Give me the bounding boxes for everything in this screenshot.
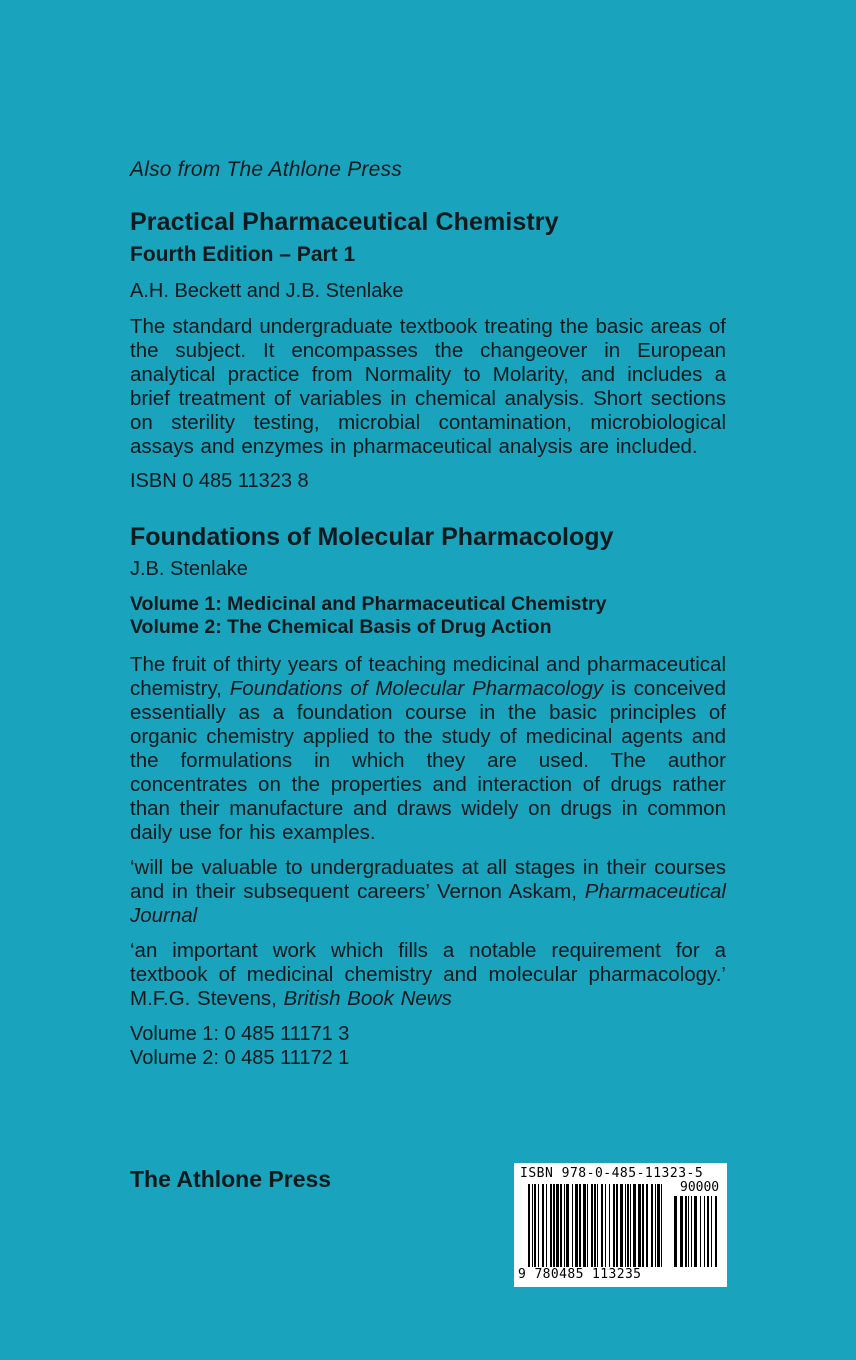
barcode-bar: [661, 1184, 662, 1267]
desc-italic-title: Foundations of Molecular Pharmacology: [229, 677, 604, 700]
barcode-bar: [605, 1184, 606, 1267]
book1-section: [130, 208, 726, 493]
book1-title: Practical Pharmaceutical Chemistry: [130, 208, 559, 236]
barcode-bar: [556, 1184, 559, 1267]
barcode-bar: [685, 1196, 687, 1267]
cover-text: [130, 158, 726, 1070]
barcode-bar: [627, 1184, 629, 1267]
book1-description: The standard undergraduate textbook treating the basic areas of the subject. It encompasses the changeover in European analytical practice from Normality to Molarity, and includes a brief treatment of variables in chemical analysis. Short sections on sterility testing, microbial contamination, microbiological assays and enzymes in pharmaceutical analysis are included.: [130, 315, 726, 458]
book2-volume2: Volume 2: The Chemical Basis of Drug Action: [130, 616, 552, 638]
barcode-digits: 9 780485 113235: [518, 1267, 642, 1282]
barcode-bar: [546, 1184, 547, 1267]
barcode-bar: [564, 1184, 565, 1267]
barcode-bar: [538, 1184, 539, 1267]
publisher-name: The Athlone Press: [130, 1166, 332, 1192]
barcode-bar: [657, 1184, 660, 1267]
vol2-isbn: Volume 2: 0 485 11172 1: [130, 1047, 350, 1069]
review2-source: British Book News: [283, 987, 452, 1010]
book1-isbn: ISBN 0 485 11323 8: [130, 470, 309, 492]
barcode-bar: [616, 1184, 618, 1267]
barcode-bar: [553, 1184, 555, 1267]
barcode-bar: [711, 1196, 712, 1267]
barcode-bar: [542, 1184, 544, 1267]
book2-section: [130, 523, 726, 1070]
barcode-bar: [560, 1184, 562, 1267]
barcode-bar: [688, 1196, 689, 1267]
barcode-bar: [528, 1184, 530, 1267]
barcode-bar: [646, 1184, 648, 1267]
review2-text: ‘an important work which fills a notable requirement for a textbook of medicinal chemistry and molecular pharmacology.’ M.F.G. Stevens,: [130, 939, 726, 1010]
barcode-isbn-label: ISBN 978-0-485-11323-5: [520, 1166, 704, 1181]
review1-source: Pharmaceutical Journal: [130, 880, 726, 927]
review-1: [130, 856, 726, 928]
barcode-bar: [620, 1184, 623, 1267]
barcode-bar: [587, 1184, 588, 1267]
barcode-bar: [674, 1196, 677, 1267]
vol1-isbn: Volume 1: 0 485 11171 3: [130, 1023, 350, 1045]
barcode-bar: [625, 1184, 626, 1267]
barcode-bar: [700, 1196, 701, 1267]
barcode-bar: [597, 1184, 598, 1267]
barcode-bar: [642, 1184, 644, 1267]
book1-edition: Fourth Edition – Part 1: [130, 243, 356, 266]
review1-text: ‘will be valuable to undergraduates at all stages in their courses and in their subsequent careers’ Vernon Askam,: [130, 856, 726, 903]
barcode-bar: [575, 1184, 578, 1267]
barcode: [514, 1163, 727, 1287]
book2-title: Foundations of Molecular Pharmacology: [130, 523, 614, 551]
barcode-bar: [680, 1196, 683, 1267]
book2-volume1: Volume 1: Medicinal and Pharmaceutical Chemistry: [130, 593, 607, 615]
book2-description: [130, 653, 726, 845]
review-2: [130, 939, 726, 1011]
volume-isbns: [130, 1022, 726, 1070]
barcode-bar: [579, 1184, 581, 1267]
barcode-bar: [594, 1184, 596, 1267]
barcode-bar: [550, 1184, 552, 1267]
barcode-bar: [707, 1196, 709, 1267]
barcode-bar: [704, 1196, 705, 1267]
barcode-bar: [534, 1184, 536, 1267]
book2-volumes: [130, 593, 726, 639]
barcode-bar: [630, 1184, 631, 1267]
barcode-bar: [715, 1196, 717, 1267]
barcode-bar: [591, 1184, 593, 1267]
barcode-bar: [638, 1184, 641, 1267]
desc-before: The fruit of thirty years of teaching medicinal and pharmaceutical chemistry,: [130, 653, 726, 700]
barcode-bar: [694, 1196, 697, 1267]
barcode-bar: [613, 1184, 615, 1267]
barcode-bar: [566, 1184, 569, 1267]
barcode-addon-number: 90000: [680, 1180, 720, 1195]
book2-author: J.B. Stenlake: [130, 558, 248, 580]
barcode-bar: [651, 1184, 653, 1267]
barcode-bar: [532, 1184, 533, 1267]
barcode-bar: [572, 1184, 573, 1267]
series-kicker: Also from The Athlone Press: [130, 158, 402, 181]
barcode-bar: [583, 1184, 586, 1267]
barcode-bar: [655, 1184, 656, 1267]
barcode-bar: [601, 1184, 603, 1267]
desc-after: is conceived essentially as a foundation course in the basic principles of organic chemistry applied to the study of medicinal agents and the formulations in which they are used. The author concentrates on the properties and interaction of drugs rather than their manufacture and draws widely on drugs in common daily use for his examples.: [130, 677, 726, 844]
barcode-bar: [633, 1184, 636, 1267]
barcode-bar: [691, 1196, 692, 1267]
barcode-bar: [609, 1184, 610, 1267]
book1-authors: A.H. Beckett and J.B. Stenlake: [130, 280, 404, 302]
